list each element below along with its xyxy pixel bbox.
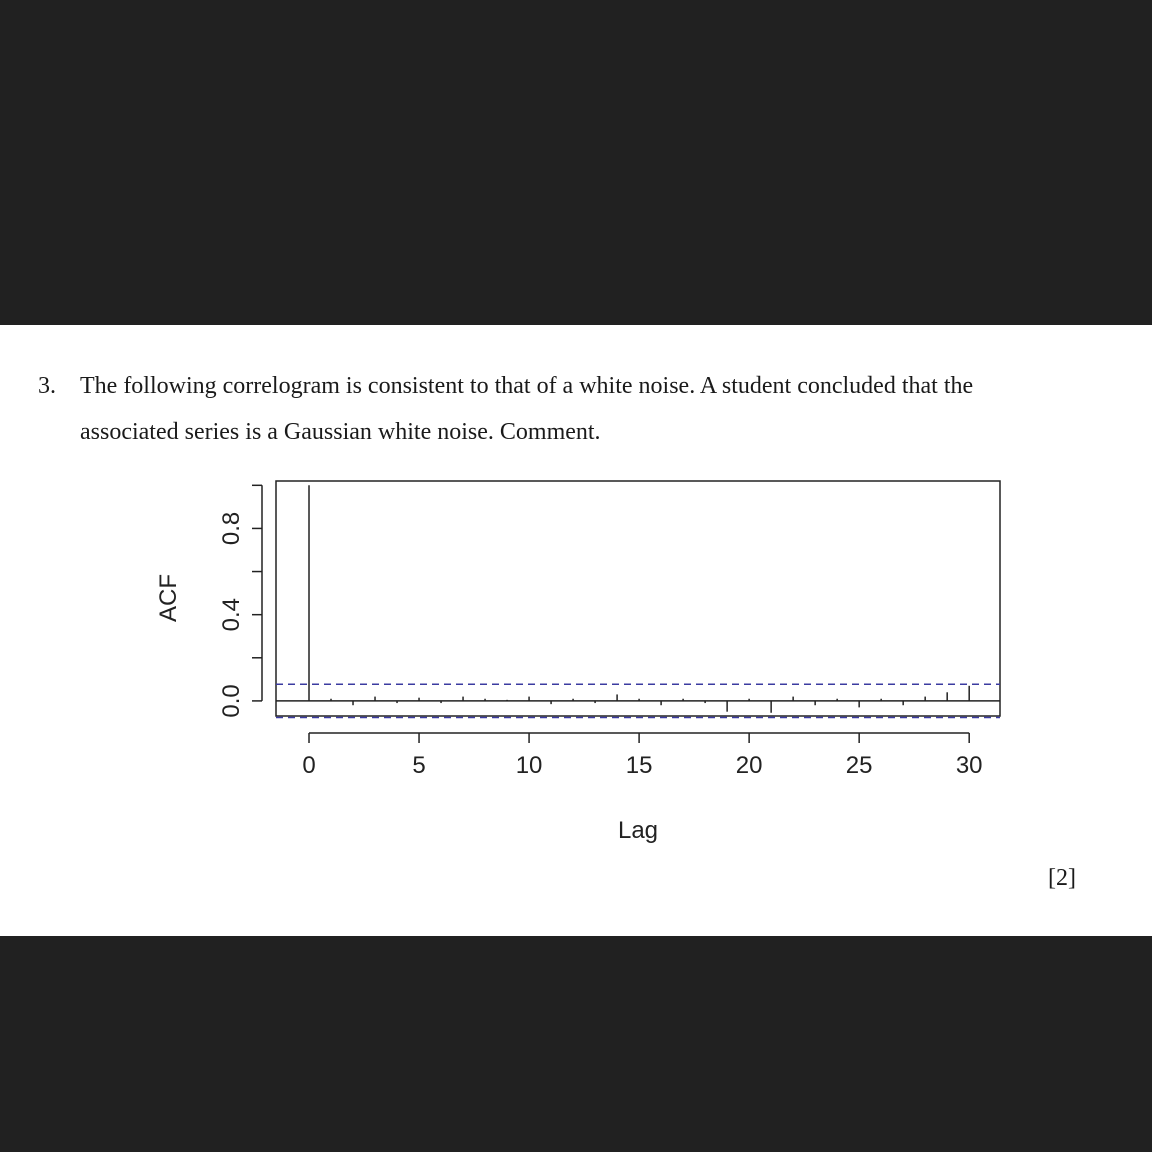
question-marks: [2] (1048, 865, 1076, 891)
x-tick-label: 20 (735, 752, 763, 779)
question-text-line2: associated series is a Gaussian white noise. Comment. (80, 419, 601, 445)
plot-frame (276, 481, 1000, 716)
y-tick-label: 0.0 (218, 684, 245, 718)
x-tick-label: 5 (412, 752, 426, 779)
y-axis-label: ACF (155, 574, 182, 622)
x-tick-label: 10 (515, 752, 543, 779)
x-tick-label: 25 (845, 752, 873, 779)
x-axis-label: Lag (617, 817, 659, 844)
x-tick-label: 0 (302, 752, 316, 779)
question-text-line1: The following correlogram is consistent to that of a white noise. A student concluded that the (80, 373, 974, 399)
question-number: 3. (38, 373, 56, 399)
x-tick-label: 30 (955, 752, 983, 779)
x-tick-label: 15 (625, 752, 653, 779)
y-tick-label: 0.4 (218, 597, 245, 632)
y-tick-label: 0.8 (218, 511, 245, 546)
